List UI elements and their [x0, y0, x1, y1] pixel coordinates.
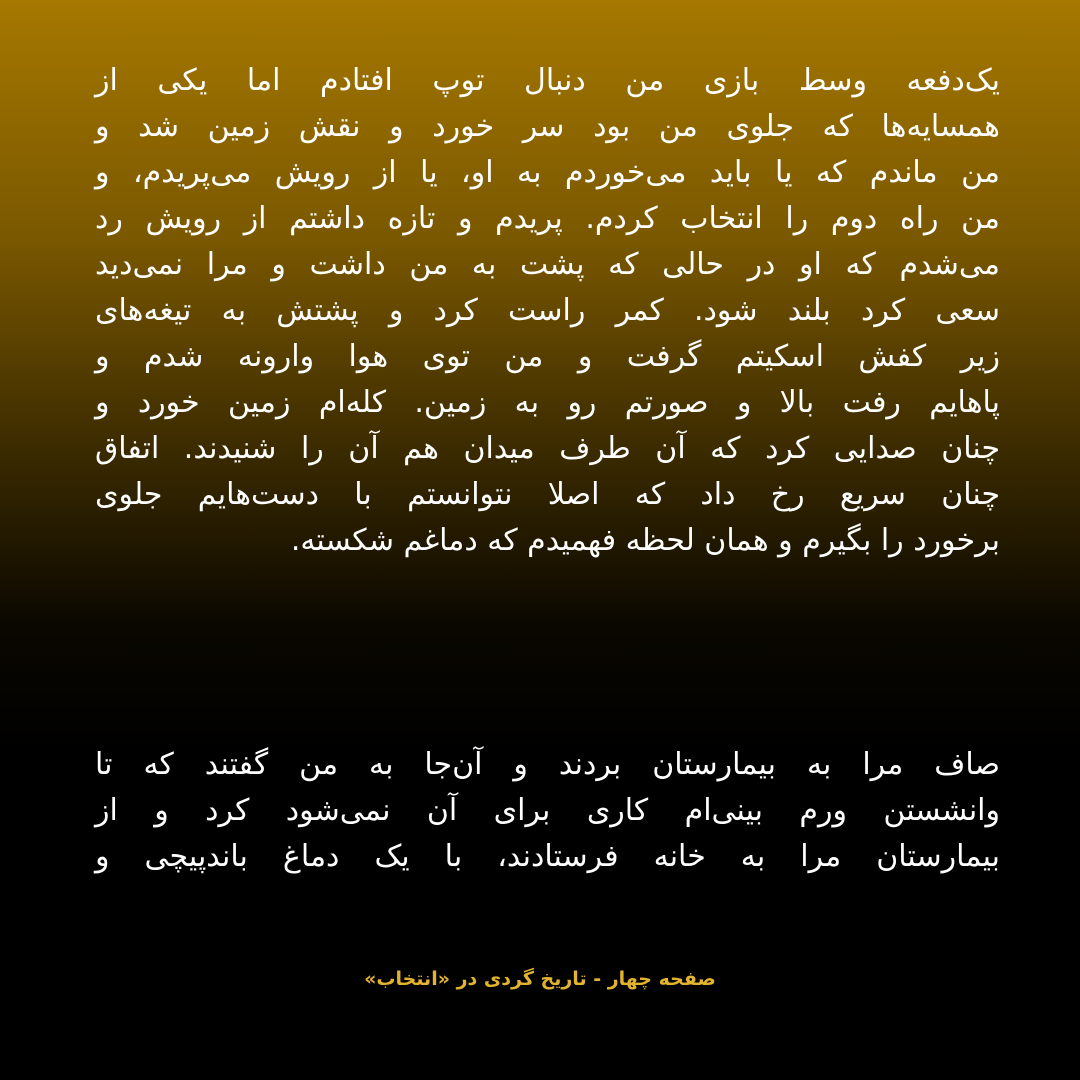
text-line: من ماندم که یا باید می‌خوردم به او، یا از رویش می‌پریدم، و [95, 155, 1000, 190]
text-line: یک‌دفعه وسط بازی من دنبال توپ افتادم اما یکی از [95, 63, 1000, 98]
text-line: وانشستن ورم بینی‌ام کاری برای آن نمی‌شود کرد و از [95, 793, 1000, 828]
page-footer: صفحه چهار - تاریخ گردی در «انتخاب» [364, 968, 716, 990]
paragraph-2 [95, 742, 1000, 880]
text-line: پاهایم رفت بالا و صورتم رو به زمین. کله‌ام زمین خورد و [95, 385, 1000, 420]
text-line: سعی کرد بلند شود. کمر راست کرد و پشتش به تیغه‌های [95, 293, 1000, 328]
text-line: زیر کفش اسکیتم گرفت و من توی هوا وارونه شدم و [95, 339, 1000, 374]
text-line: من راه دوم را انتخاب کردم. پریدم و تازه داشتم از رویش رد [95, 201, 1000, 236]
text-line: چنان سریع رخ داد که اصلا نتوانستم با دست‌هایم جلوی [95, 477, 1000, 512]
text-line: می‌شدم که او در حالی که پشت به من داشت و مرا نمی‌دید [95, 247, 1000, 282]
text-line: همسایه‌ها که جلوی من بود سر خورد و نقش زمین شد و [95, 109, 1000, 144]
text-line: چنان صدایی کرد که آن طرف میدان هم آن را شنیدند. اتفاق [95, 431, 1000, 466]
paragraph-1 [95, 58, 1000, 564]
text-line: صاف مرا به بیمارستان بردند و آن‌جا به من گفتند که تا [95, 747, 1000, 782]
text-line: بیمارستان مرا به خانه فرستادند، با یک دماغ باندپیچی و [95, 839, 1000, 874]
text-line: برخورد را بگیرم و همان لحظه فهمیدم که دماغم شکسته. [290, 523, 1000, 558]
